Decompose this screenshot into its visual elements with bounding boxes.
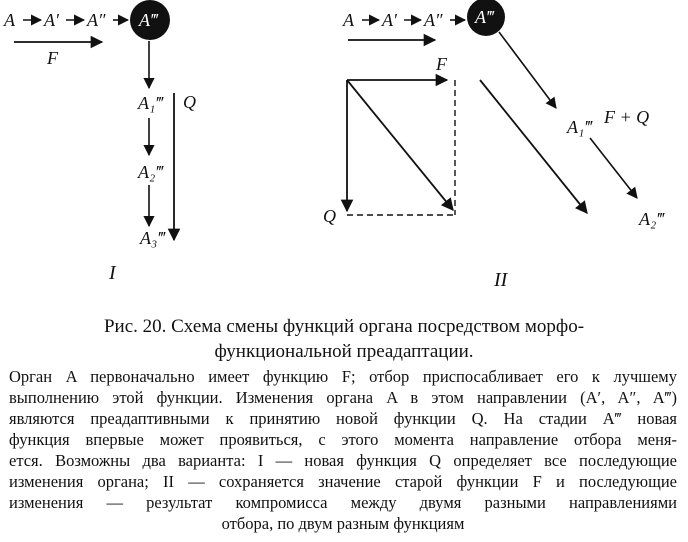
stage-label: A₃‴	[140, 228, 165, 248]
description-line: функция впервые может проявиться, с этого момента направление отбора меня-	[9, 430, 677, 449]
part-numeral: II	[494, 269, 508, 291]
parallel-arrow	[480, 80, 587, 213]
description-line: ется. Возможны два варианта: I — новая функция Q определяет все последующие	[9, 451, 677, 470]
resultant-label: F + Q	[604, 107, 650, 127]
figure-description	[9, 366, 677, 534]
description-line: отбора, по двум разным функциям	[221, 514, 465, 533]
resultant-vector	[347, 80, 453, 210]
chain-a-prime: A′	[44, 10, 59, 30]
chain-a-prime: A′	[382, 10, 397, 30]
q-label: Q	[323, 206, 336, 226]
stage-label: A₁‴	[138, 93, 163, 113]
f-label: F	[436, 54, 447, 74]
diagonal-arrow	[590, 138, 637, 198]
part-one	[3, 0, 196, 284]
stage-label: A₁‴	[567, 117, 592, 137]
stage-label: A₂‴	[639, 209, 664, 229]
chain-a-double-prime: A″	[87, 10, 106, 30]
figure-caption	[0, 314, 688, 364]
node-label: A‴	[475, 7, 494, 27]
description-line: изменения органа; II — сохраняется значение старой функции F и последующие	[9, 472, 677, 491]
part-two	[323, 0, 665, 291]
caption-line: функциональной преадаптации.	[214, 341, 474, 362]
node-label: A‴	[139, 10, 158, 30]
force-label: F	[47, 48, 58, 68]
part-numeral: I	[109, 262, 116, 284]
caption-line: Рис. 20. Схема смены функций органа посредством морфо-	[103, 316, 585, 337]
stage-label: A₂‴	[138, 162, 163, 182]
chain-a-double-prime: A″	[424, 10, 443, 30]
chain-a: A	[343, 10, 354, 30]
description-line: Орган A первоначально имеет функцию F; отбор приспосабливает его к лучшему	[9, 367, 677, 386]
chain-a: A	[4, 10, 15, 30]
description-line: изменения — результат компромисса между двумя разными направлениями	[9, 493, 677, 512]
description-line: выполнению этой функции. Изменения органа A в этом направлении (A′, A″, A‴)	[9, 388, 677, 407]
description-line: являются преадаптивными к принятию новой функции Q. На стадии A‴ новая	[9, 409, 677, 428]
diagonal-arrow	[499, 32, 556, 108]
q-label: Q	[183, 92, 196, 112]
